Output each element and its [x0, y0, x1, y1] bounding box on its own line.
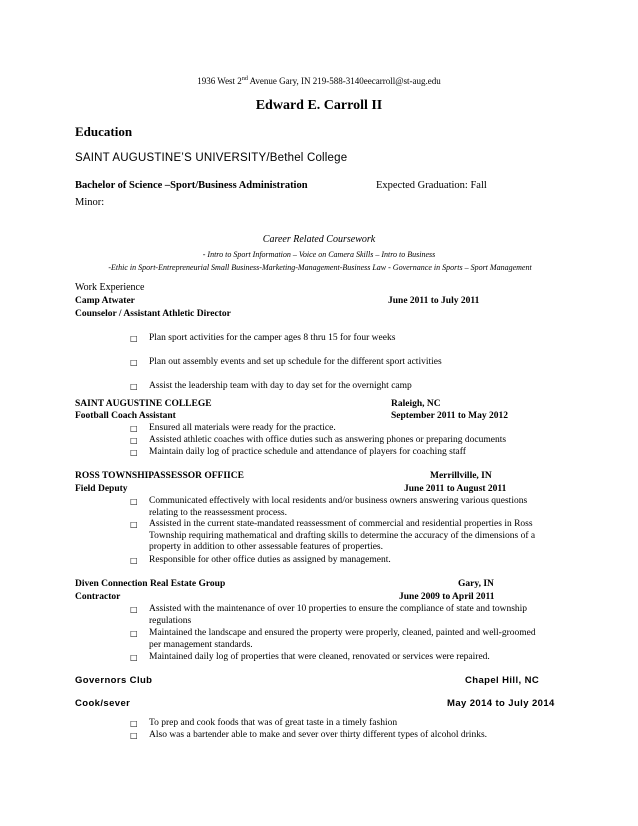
candidate-name: Edward E. Carroll II [255, 98, 383, 113]
checkbox-bullet-icon: □ [130, 556, 138, 565]
job-location: Merrillville, IN [430, 471, 492, 481]
minor: Minor: [75, 197, 105, 208]
checkbox-bullet-icon: □ [130, 653, 138, 662]
job-title: Field Deputy [75, 484, 128, 494]
job-bullet: □ Responsible for other office duties as assigned by management. [130, 555, 391, 565]
checkbox-bullet-icon: □ [130, 629, 138, 638]
checkbox-bullet-icon: □ [130, 719, 138, 728]
checkbox-bullet-icon: □ [130, 520, 138, 529]
job-dates: May 2014 to July 2014 [447, 698, 555, 709]
job-bullet: □ Assisted with the maintenance of over 10 properties to ensure the compliance of state and township regulations [130, 604, 528, 626]
job-title: Football Coach Assistant [75, 411, 176, 421]
job-bullet: □ Assisted athletic coaches with office duties such as answering phones or preparing documents [130, 435, 507, 445]
expected-graduation: Expected Graduation: Fall [376, 180, 487, 191]
education-heading: Education [75, 124, 133, 139]
job-location: Gary, IN [458, 579, 494, 589]
coursework-line: - Intro to Sport Information – Voice on Camera Skills – Intro to Business [202, 250, 436, 259]
job-bullet: □ To prep and cook foods that was of great taste in a timely fashion [130, 718, 398, 728]
checkbox-bullet-icon: □ [130, 497, 138, 506]
checkbox-bullet-icon: □ [130, 358, 138, 367]
job-bullet: □ Maintained daily log of properties that were cleaned, renovated or services were repaired. [130, 652, 490, 662]
job-bullet: □ Plan out assembly events and set up schedule for the different sport activities [130, 357, 442, 367]
job-org: ROSS TOWNSHIPASSESSOR OFFIICE [75, 471, 244, 481]
job-bullet: □ Assisted in the current state-mandated reassessment of commercial and residential properties in Ross Township requiring mathematical and drafting skills to determine the accuracy of the dimensions of a property in addition to other assessable features of properties. [130, 519, 536, 552]
job-org: Governors Club [75, 675, 153, 686]
job-org: Diven Connection Real Estate Group [75, 579, 226, 589]
job-bullet: □ Also was a bartender able to make and sever over thirty different types of alcohol drinks. [130, 730, 488, 740]
checkbox-bullet-icon: □ [130, 424, 138, 433]
job-org: SAINT AUGUSTINE COLLEGE [75, 399, 212, 409]
checkbox-bullet-icon: □ [130, 436, 138, 445]
job-bullet: □ Plan sport activities for the camper ages 8 thru 15 for four weeks [130, 333, 396, 343]
job-title: Cook/sever [75, 698, 131, 709]
job-org: Camp Atwater [75, 296, 135, 306]
job-location: Raleigh, NC [391, 399, 441, 409]
job-dates: June 2011 to July 2011 [388, 296, 480, 306]
job-location: Chapel Hill, NC [465, 675, 540, 686]
job-dates: September 2011 to May 2012 [391, 411, 508, 421]
job-bullet: □ Ensured all materials were ready for the practice. [130, 423, 336, 433]
job-dates: June 2011 to August 2011 [404, 484, 507, 494]
checkbox-bullet-icon: □ [130, 382, 138, 391]
job-bullet: □ Maintained the landscape and ensured the property were properly, cleaned, painted and well-groomed per management standards. [130, 628, 536, 650]
checkbox-bullet-icon: □ [130, 334, 138, 343]
work-experience-heading: Work Experience [75, 282, 145, 293]
checkbox-bullet-icon: □ [130, 605, 138, 614]
degree: Bachelor of Science –Sport/Business Administration [75, 180, 308, 191]
checkbox-bullet-icon: □ [130, 731, 138, 740]
job-title: Counselor / Assistant Athletic Director [75, 309, 231, 319]
checkbox-bullet-icon: □ [130, 448, 138, 457]
school-name: SAINT AUGUSTINE’S UNIVERSITY/Bethel College [75, 152, 348, 164]
coursework-title: Career Related Coursework [262, 234, 376, 245]
contact-line: 1936 West 2nd Avenue Gary, IN 219-588-3140eecarroll@st-aug.edu [197, 76, 441, 86]
job-bullet: □ Maintain daily log of practice schedule and attendance of players for coaching staff [130, 447, 466, 457]
job-title: Contractor [75, 592, 121, 602]
job-bullet: □ Assist the leadership team with day to day set for the overnight camp [130, 381, 412, 391]
job-dates: June 2009 to April 2011 [399, 592, 495, 602]
job-bullet: □ Communicated effectively with local residents and/or business owners answering various questions relating to the reassessment process. [130, 496, 528, 518]
coursework-line: -Ethic in Sport-Entrepreneurial Small Business-Marketing-Management-Business Law - Governance in Sports – Sport Management [108, 263, 532, 272]
